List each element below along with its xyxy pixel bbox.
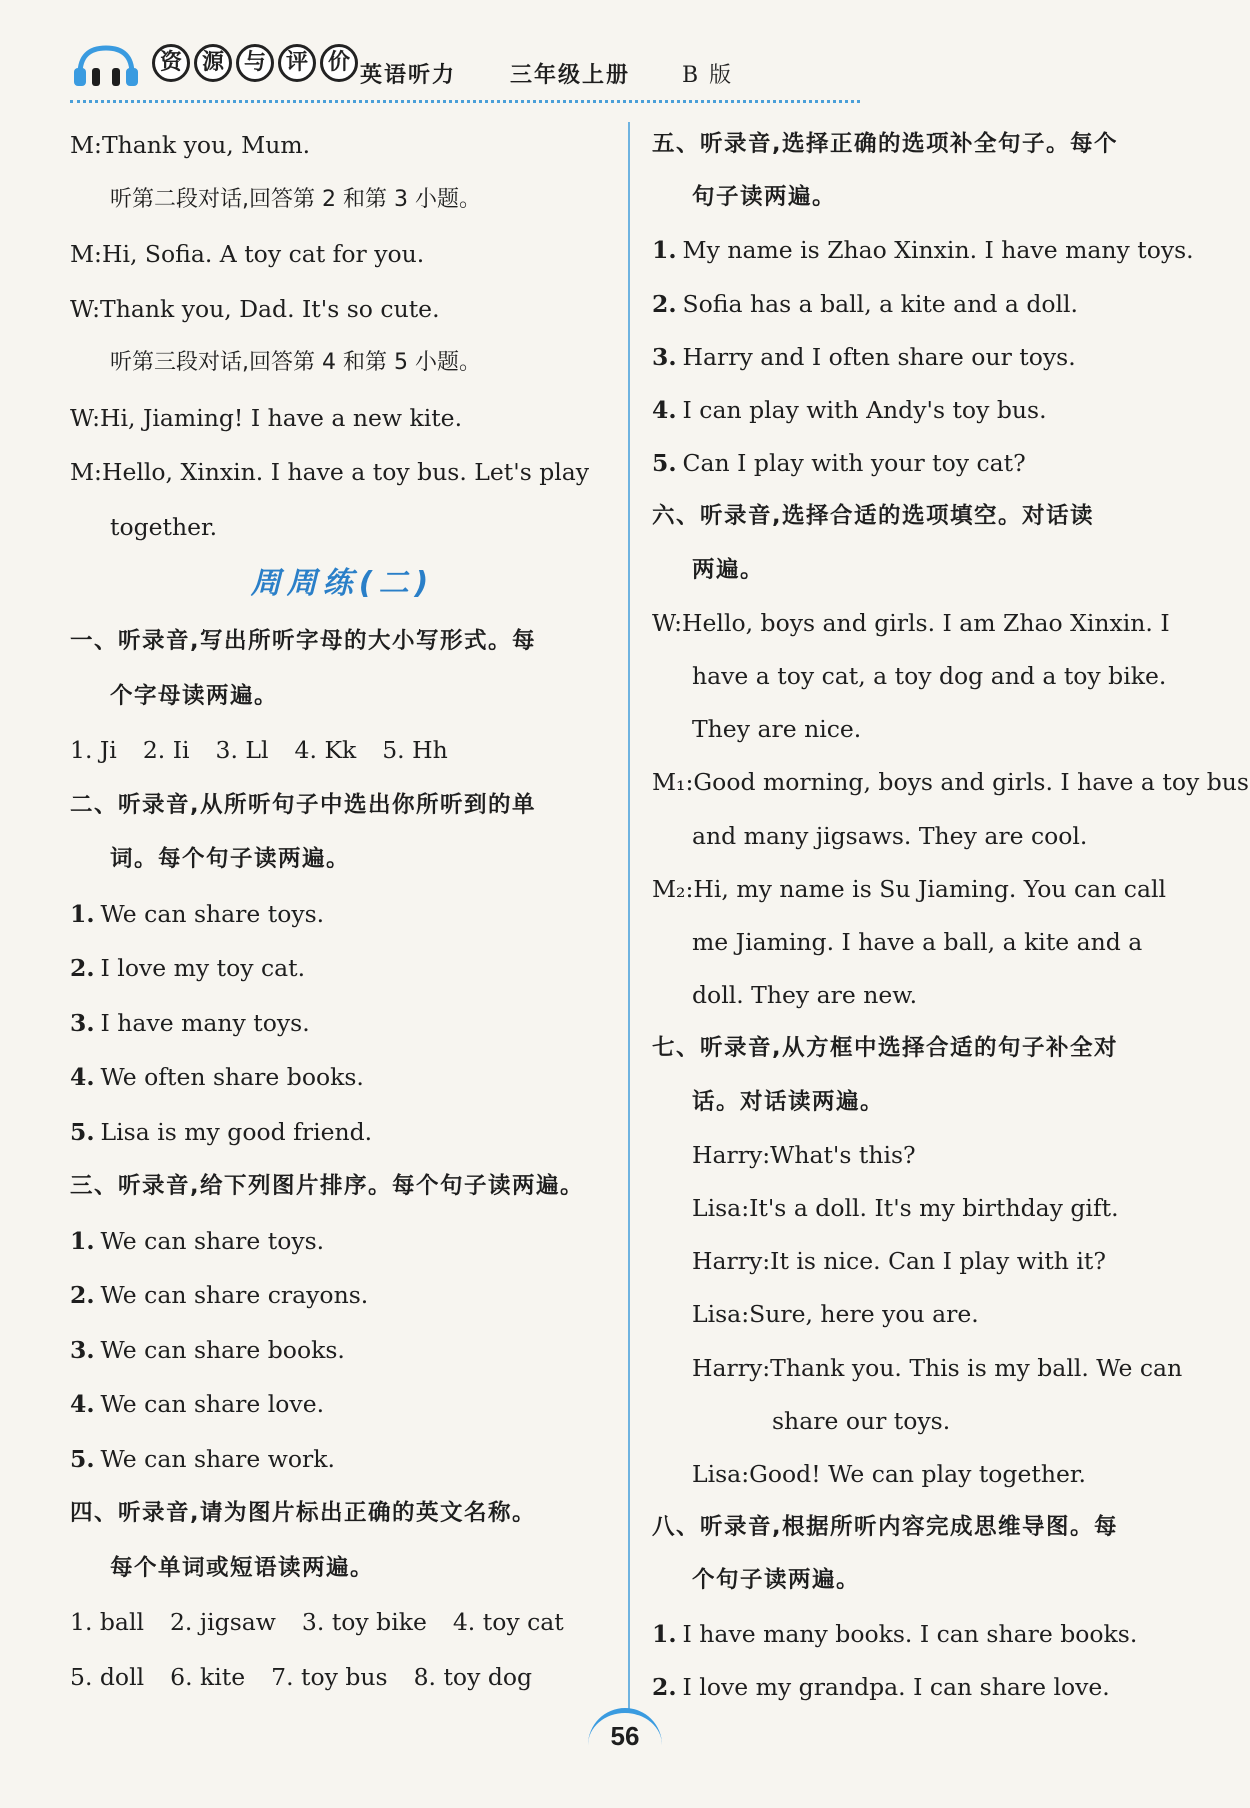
answer-item: 2. Ii: [142, 736, 190, 764]
dialogue-line: W:Hello, boys and girls. I am Zhao Xinxin. I: [652, 608, 1170, 637]
list-item: 3. Harry and I often share our toys.: [652, 342, 1076, 371]
dialogue-line: M:Thank you, Mum.: [70, 131, 311, 159]
dialogue-line: together.: [110, 512, 218, 541]
list-item: 1. My name is Zhao Xinxin. I have many toys.: [652, 236, 1194, 265]
answer-row: [70, 1650, 605, 1705]
dialogue-line: share our toys.: [772, 1406, 951, 1435]
list-item: 4. We often share books.: [70, 1063, 364, 1091]
question-heading: 个字母读两遍。: [110, 682, 279, 709]
instruction-line: 听第三段对话,回答第 4 和第 5 小题。: [110, 350, 481, 375]
list-item: 3. I have many toys.: [70, 1008, 310, 1037]
question-heading: 个句子读两遍。: [692, 1567, 861, 1594]
list-item: 4. I can play with Andy's toy bus.: [652, 396, 1047, 425]
answer-item: 8. toy dog: [413, 1662, 533, 1691]
dialogue-line: W:Hi, Jiaming! I have a new kite.: [70, 403, 463, 432]
question-heading: 词。每个句子读两遍。: [110, 846, 351, 872]
answer-item: 5. doll: [70, 1662, 145, 1691]
dialogue-line: Lisa:Good! We can play together.: [692, 1460, 1086, 1489]
brand-char: 资: [152, 44, 190, 82]
answer-row: [70, 1595, 605, 1650]
dialogue-line: doll. They are new.: [692, 981, 918, 1010]
subject-label: 英语听力: [360, 63, 457, 88]
dialogue-line: M₁:Good morning, boys and girls. I have a toy bus: [652, 768, 1249, 797]
right-column: [652, 118, 1249, 1714]
list-item: 5. We can share work.: [70, 1444, 335, 1473]
question-heading: 七、听录音,从方框中选择合适的句子补全对: [652, 1035, 1119, 1062]
brand-char: 与: [236, 44, 274, 82]
answer-item: 5. Hh: [382, 736, 448, 764]
dialogue-line: Lisa:It's a doll. It's my birthday gift.: [692, 1194, 1119, 1223]
dialogue-line: M₂:Hi, my name is Su Jiaming. You can call: [652, 874, 1167, 903]
question-heading: 话。对话读两遍。: [692, 1088, 885, 1115]
answer-item: 4. Kk: [294, 736, 357, 764]
dialogue-line: Harry:It is nice. Can I play with it?: [692, 1247, 1106, 1276]
headphones-icon: [70, 44, 142, 88]
question-heading: 句子读两遍。: [692, 184, 837, 211]
list-item: 4. We can share love.: [70, 1390, 325, 1418]
list-item: 5. Can I play with your toy cat?: [652, 449, 1026, 478]
column-divider: [628, 122, 630, 1712]
list-item: 2. Sofia has a ball, a kite and a doll.: [652, 289, 1079, 318]
dialogue-line: W:Thank you, Dad. It's so cute.: [70, 294, 440, 323]
list-item: 1. I have many books. I can share books.: [652, 1619, 1138, 1648]
brand-char: 评: [278, 44, 316, 82]
dialogue-line: Harry:Thank you. This is my ball. We can: [692, 1353, 1183, 1382]
answer-item: 3. Ll: [215, 736, 269, 764]
question-heading: 六、听录音,选择合适的选项填空。对话读: [652, 503, 1095, 530]
page-number: 56: [610, 1721, 640, 1751]
section-title: 周周练(二): [250, 566, 435, 601]
header-divider: [70, 100, 860, 103]
dialogue-line: M:Hello, Xinxin. I have a toy bus. Let's play: [70, 458, 590, 486]
list-item: 2. I love my grandpa. I can share love.: [652, 1672, 1110, 1701]
question-heading: 三、听录音,给下列图片排序。每个句子读两遍。: [70, 1173, 585, 1199]
dialogue-line: me Jiaming. I have a ball, a kite and a: [692, 928, 1143, 957]
brand-char: 源: [194, 44, 232, 82]
left-column: [70, 118, 605, 1704]
instruction-line: 听第二段对话,回答第 2 和第 3 小题。: [110, 186, 481, 212]
answer-item: 1. ball: [70, 1608, 144, 1636]
list-item: 1. We can share toys.: [70, 1226, 325, 1255]
question-heading: 一、听录音,写出所听字母的大小写形式。每: [70, 628, 537, 654]
brand-char: 价: [320, 44, 358, 82]
question-heading: 五、听录音,选择正确的选项补全句子。每个: [652, 131, 1119, 157]
question-heading: 每个单词或短语读两遍。: [110, 1554, 375, 1581]
grade-label: 三年级上册: [510, 63, 631, 88]
dialogue-line: Lisa:Sure, here you are.: [692, 1300, 979, 1329]
answer-item: 7. toy bus: [271, 1662, 388, 1691]
list-item: 2. We can share crayons.: [70, 1281, 369, 1309]
question-heading: 两遍。: [692, 556, 765, 583]
answer-item: 4. toy cat: [452, 1608, 564, 1636]
list-item: 1. We can share toys.: [70, 899, 325, 928]
list-item: 2. I love my toy cat.: [70, 954, 306, 982]
list-item: 5. Lisa is my good friend.: [70, 1117, 373, 1146]
dialogue-line: have a toy cat, a toy dog and a toy bike.: [692, 662, 1167, 691]
question-heading: 四、听录音,请为图片标出正确的英文名称。: [70, 1500, 537, 1526]
question-heading: 八、听录音,根据所听内容完成思维导图。每: [652, 1514, 1119, 1541]
question-heading: 二、听录音,从所听句子中选出你所听到的单: [70, 791, 537, 818]
dialogue-line: M:Hi, Sofia. A toy cat for you.: [70, 240, 425, 268]
answer-row: [70, 723, 605, 778]
answer-item: 6. kite: [170, 1662, 246, 1691]
answer-item: 1. Ji: [70, 736, 117, 764]
brand-title: [152, 44, 362, 82]
page-header: [70, 44, 860, 104]
dialogue-line: They are nice.: [692, 715, 862, 744]
list-item: 3. We can share books.: [70, 1335, 345, 1364]
dialogue-line: and many jigsaws. They are cool.: [692, 821, 1088, 850]
version-label: B 版: [682, 63, 734, 88]
answer-item: 3. toy bike: [301, 1608, 427, 1636]
dialogue-line: Harry:What's this?: [692, 1140, 916, 1169]
answer-item: 2. jigsaw: [169, 1608, 276, 1636]
